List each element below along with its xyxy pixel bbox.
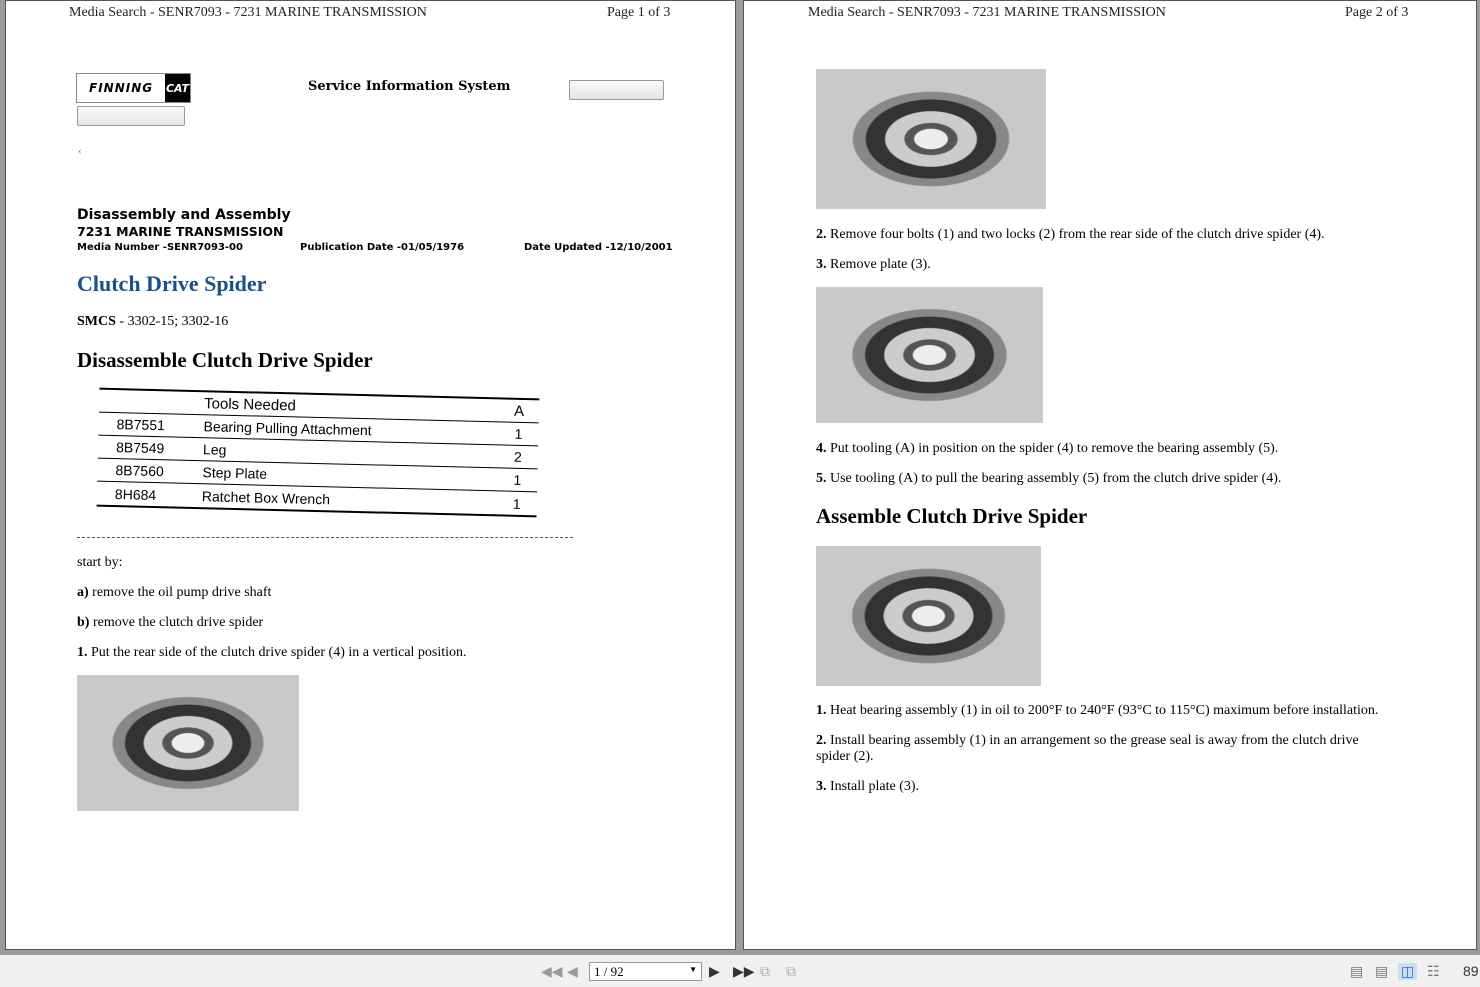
table-header: Tools Needed (203, 394, 297, 414)
two-page-continuous-icon[interactable]: ☷ (1427, 963, 1440, 979)
step-text: remove the clutch drive spider (89, 615, 264, 630)
step-number: 3. (816, 257, 827, 272)
pdf-toolbar (0, 955, 1480, 987)
page-title: Clutch Drive Spider (77, 271, 267, 296)
tool-name: Leg (202, 441, 227, 458)
step-text: remove the oil pump drive shaft (88, 585, 272, 600)
start-by: start by: (77, 555, 123, 570)
doc-type: Disassembly and Assembly (77, 207, 291, 223)
quantity: 2 (513, 448, 523, 465)
step-number: 2. (816, 733, 827, 748)
quantity: 1 (513, 471, 522, 488)
pdf-page-1 (5, 0, 736, 950)
part-number: 8B7551 (116, 416, 166, 434)
logo-finning: FINNING (89, 81, 154, 95)
step-number: b) (77, 615, 90, 630)
date-updated: Date Updated -12/10/2001 (524, 242, 673, 253)
form-button[interactable] (77, 106, 185, 126)
page-header-number: Page 1 of 3 (607, 5, 671, 20)
page-number-value: 1 / 92 (594, 964, 624, 979)
part-number: 8B7560 (115, 462, 164, 480)
smcs (77, 314, 228, 330)
first-page-icon[interactable]: ◀◀ (541, 963, 563, 979)
step-number: 2. (816, 227, 827, 242)
publication-date: Publication Date -01/05/1976 (300, 242, 465, 253)
step-number: 1. (77, 645, 88, 660)
step-text: Put the rear side of the clutch drive spider (4) in a vertical position. (87, 645, 467, 660)
tool-name: Bearing Pulling Attachment (203, 418, 372, 439)
chevron-down-icon[interactable]: ▼ (689, 965, 697, 974)
smcs-value: - 3302-15; 3302-16 (115, 314, 229, 329)
step (816, 779, 919, 795)
step (816, 471, 1281, 487)
step-text: Heat bearing assembly (1) in oil to 200°F to 240°F (93°C to 115°C) maximum before installation. (826, 703, 1379, 718)
single-page-view-icon[interactable]: ▤ (1350, 963, 1364, 979)
pdf-page-2 (743, 0, 1477, 950)
step (816, 227, 1325, 243)
smcs-label: SMCS (77, 314, 116, 329)
step (816, 733, 1396, 765)
step-number: 4. (816, 441, 827, 456)
step-text: Remove four bolts (1) and two locks (2) from the rear side of the clutch drive spider (4). (826, 227, 1325, 242)
bearing-assembly-photo (816, 546, 1041, 686)
form-button[interactable] (569, 80, 664, 100)
step (77, 585, 271, 601)
logo-cat: CAT (165, 74, 190, 102)
page-number-select[interactable] (589, 962, 702, 981)
section-heading: Disassemble Clutch Drive Spider (77, 348, 373, 372)
step-number: 1. (816, 703, 827, 718)
quantity: 1 (514, 425, 523, 442)
step (816, 703, 1378, 719)
section-heading: Assemble Clutch Drive Spider (816, 504, 1088, 528)
step-number: 5. (816, 471, 827, 486)
bearing-puller-photo (816, 287, 1043, 423)
step-number: 3. (816, 779, 827, 794)
clutch-spider-photo (77, 675, 299, 811)
step (816, 441, 1278, 457)
product: 7231 MARINE TRANSMISSION (77, 224, 284, 239)
prev-page-icon[interactable]: ◀ (567, 963, 578, 979)
copy-page-icon[interactable]: ⧉ (760, 963, 770, 979)
tools-table (97, 388, 540, 518)
divider (77, 537, 573, 538)
last-page-icon[interactable]: ▶▶ (733, 963, 755, 979)
back-arrow-icon[interactable]: ‹ (78, 145, 82, 157)
next-page-icon[interactable]: ▶ (709, 963, 720, 979)
page-header-title: Media Search - SENR7093 - 7231 MARINE TRANSMISSION (808, 5, 1166, 20)
step-text: Install bearing assembly (1) in an arrangement so the grease seal is away from the clutch drive spider (2). (816, 733, 1359, 764)
step-text: Use tooling (A) to pull the bearing assembly (5) from the clutch drive spider (4). (826, 471, 1282, 486)
part-number: 8B7549 (115, 439, 165, 457)
page-header-title: Media Search - SENR7093 - 7231 MARINE TRANSMISSION (69, 5, 427, 20)
step (816, 257, 931, 273)
part-number: 8H684 (114, 485, 157, 503)
quantity: 1 (512, 495, 521, 512)
step-text: Install plate (3). (826, 779, 920, 794)
sis-title: Service Information System (308, 79, 511, 94)
paste-page-icon[interactable]: ⧉ (786, 963, 796, 979)
step-text: Remove plate (3). (826, 257, 931, 272)
step-text: Put tooling (A) in position on the spider (4) to remove the bearing assembly (5). (826, 441, 1279, 456)
step (77, 615, 263, 631)
media-number: Media Number -SENR7093-00 (77, 242, 243, 253)
finning-cat-logo (76, 73, 191, 103)
zoom-level[interactable]: 89 (1463, 963, 1479, 979)
page-header-number: Page 2 of 3 (1345, 5, 1409, 20)
two-page-view-icon[interactable]: ◫ (1398, 963, 1417, 980)
tool-name: Step Plate (202, 464, 268, 482)
table-header: A (513, 402, 525, 420)
spider-locks-photo (816, 69, 1046, 209)
continuous-view-icon[interactable]: ▤ (1375, 963, 1389, 979)
tool-name: Ratchet Box Wrench (201, 487, 331, 507)
step (77, 645, 467, 661)
step-number: a) (77, 585, 89, 600)
